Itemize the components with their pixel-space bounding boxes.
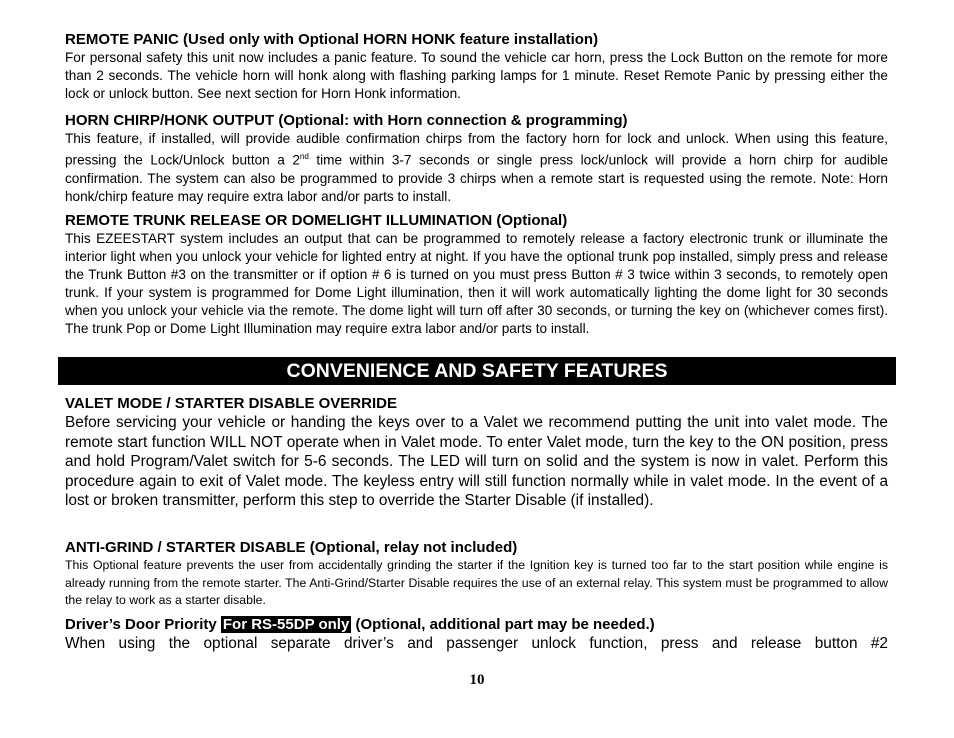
door-priority-heading-note: (Optional, additional part may be needed.) <box>351 616 655 633</box>
trunk-release-section <box>65 211 888 338</box>
anti-grind-heading: ANTI-GRIND / STARTER DISABLE (Optional, relay not included) <box>65 539 518 556</box>
trunk-release-text: This EZEESTART system includes an output that can be programmed to remotely release a factory electronic trunk or illuminate the interior light when you unlock your vehicle for lighted entry at night. If you have the optional trunk pop installed, simply press and release the Trunk Button #3 on the transmitter or if option # 6 is turned on you must press Button # 3 twice within 3 seconds, to remotely open trunk. If your system is programmed for Dome Light illumination, then it will work automatically lighting the dome light for 30 seconds when you unlock your vehicle via the remote. The dome light will turn off after 30 seconds, or turning the key on (whichever comes first). The trunk Pop or Dome Light Illumination may require extra labor and/or parts to install. <box>65 231 888 336</box>
door-priority-section <box>65 615 888 654</box>
horn-chirp-heading: HORN CHIRP/HONK OUTPUT (Optional: with Horn connection & programming) <box>65 112 628 129</box>
door-priority-heading <box>65 615 888 634</box>
remote-panic-text: For personal safety this unit now includes a panic feature. To sound the vehicle car horn, press the Lock Button on the remote for more than 2 seconds. The vehicle horn will honk along with flashing parking lamps for 1 minute. Reset Remote Panic by pressing either the lock or unlock button. See next section for Horn Honk information. <box>65 50 888 101</box>
horn-chirp-text-part1: This feature, if installed, will provide audible confirmation chirps from the factory horn for lock and unlock. When using this feature, pressing the Lock/Unlock button a 2 <box>65 131 888 168</box>
horn-chirp-text <box>65 130 888 206</box>
anti-grind-section <box>65 538 888 610</box>
horn-chirp-section <box>65 111 888 206</box>
valet-mode-text: Before servicing your vehicle or handing the keys over to a Valet we recommend putting the unit into valet mode. The remote start function WILL NOT operate when in Valet mode. To enter Valet mode, turn the key to the ON position, press and hold Program/Valet switch for 5-6 seconds. The LED will turn on solid and the system is now in valet. Perform this procedure again to exit of Valet mode. The keyless entry will still function normally while in valet mode. In the event of a lost or broken transmitter, perform this step to override the Starter Disable (if installed). <box>65 414 888 509</box>
page-number: 10 <box>469 672 485 688</box>
horn-chirp-text-part2: time within 3-7 seconds or single press lock/unlock will provide a horn chirp for audible confirmation. The system can also be programmed to provide 3 chirps when a remote start is requested using the remote. Note: Horn honk/chirp feature may require extra labor and/or parts to install. <box>65 152 888 204</box>
door-priority-text: When using the optional separate driver’s and passenger unlock function, press and release button #2 <box>65 635 888 652</box>
model-highlight-badge: For RS-55DP only <box>222 616 350 633</box>
valet-mode-heading: VALET MODE / STARTER DISABLE OVERRIDE <box>65 395 397 412</box>
section-banner: CONVENIENCE AND SAFETY FEATURES <box>58 357 896 385</box>
trunk-release-heading: REMOTE TRUNK RELEASE OR DOMELIGHT ILLUMINATION (Optional) <box>65 212 568 229</box>
door-priority-heading-title: Driver’s Door Priority <box>65 616 221 633</box>
remote-panic-section <box>65 30 888 103</box>
anti-grind-text: This Optional feature prevents the user from accidentally grinding the starter if the Ignition key is turned too far to the start position while engine is already running from the remote starter. The Anti-Grind/Starter Disable requires the use of an external relay. This system must be programmed to allow the relay to work as a starter disable. <box>65 558 888 607</box>
remote-panic-heading: REMOTE PANIC (Used only with Optional HORN HONK feature installation) <box>65 31 599 48</box>
ordinal-superscript: nd <box>299 152 309 161</box>
valet-mode-section <box>65 394 888 511</box>
